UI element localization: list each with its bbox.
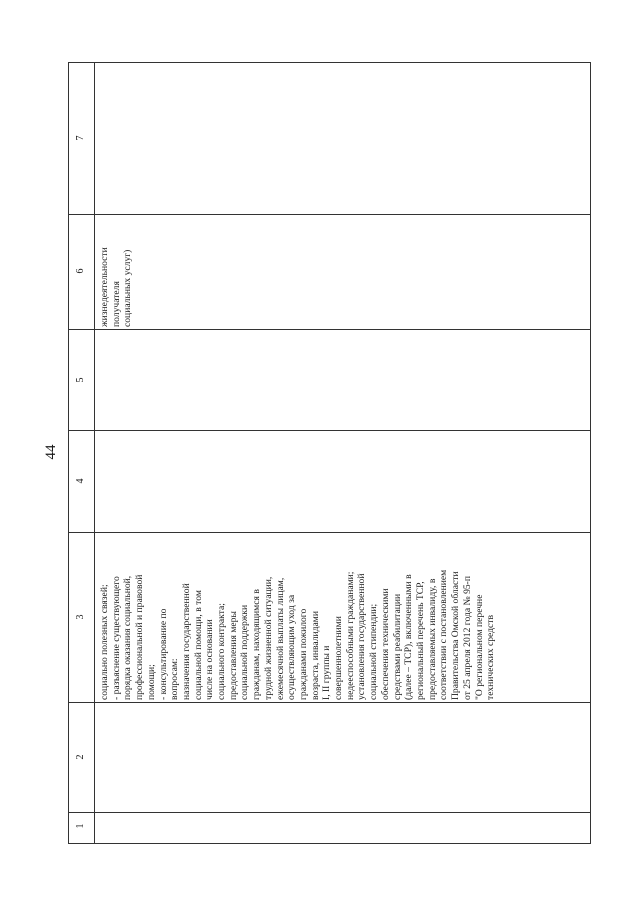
column-divider [68, 430, 591, 431]
text-line: региональный перечень ТСР, [414, 581, 426, 700]
column-header-5: 5 [75, 377, 86, 383]
text-line: предоставления меры [227, 611, 239, 700]
text-line: установления государственной [356, 573, 368, 700]
text-line: жизнедеятельности [99, 247, 110, 327]
text-line: обеспечения техническими [379, 588, 391, 700]
column-header-1: 1 [75, 823, 86, 829]
text-line: недееспособными гражданами; [344, 571, 356, 700]
table-frame [68, 62, 591, 844]
text-line: профессиональной и правовой [134, 574, 146, 700]
text-line: I, II группы и [321, 645, 333, 700]
text-line: социально полезных связей; [99, 584, 110, 700]
text-line: гражданами пожилого [297, 608, 309, 700]
column-6-text [99, 247, 134, 327]
column-3-text [99, 570, 497, 700]
text-line: гражданам, находящимся в [251, 589, 263, 700]
column-header-7: 7 [75, 135, 86, 141]
text-line: числе на основании [204, 619, 216, 700]
text-line: предоставляемых инвалиду, в [426, 578, 438, 700]
text-line: социального контракта; [216, 603, 228, 700]
text-line: трудной жизненной ситуации, [262, 576, 274, 700]
column-header-6: 6 [75, 268, 86, 274]
column-header-3: 3 [75, 614, 86, 620]
text-line: социальной поддержки [239, 604, 251, 700]
header-divider [94, 62, 95, 844]
column-header-4: 4 [75, 478, 86, 484]
column-divider [68, 214, 591, 215]
text-line: - разъяснение существующего [110, 576, 122, 700]
column-divider [68, 329, 591, 330]
column-divider [68, 812, 591, 813]
text-line: ежемесячной выплаты лицам, [274, 577, 286, 700]
text-line: совершеннолетними [333, 616, 345, 700]
text-line: социальной помощи, в том [192, 590, 204, 700]
text-line: возраста, инвалидами [309, 610, 321, 700]
text-line: вопросам: [169, 658, 181, 700]
text-line: получателя [110, 281, 122, 327]
page-number: 44 [43, 444, 59, 460]
text-line: - консультирование по [157, 608, 169, 700]
text-line: порядка оказания социальной, [122, 575, 134, 700]
text-line: помощи; [145, 664, 157, 700]
text-line: назначения государственной [180, 583, 192, 700]
text-line: социальной стипендии; [368, 603, 380, 700]
column-divider [68, 702, 591, 703]
text-line: осуществляющим уход за [286, 594, 298, 700]
column-header-2: 2 [75, 754, 86, 760]
text-line: соответствии с постановлением [438, 569, 450, 700]
text-line: (далее – ТСР), включенными в [403, 574, 415, 700]
text-line: социальных услуг) [122, 249, 134, 327]
text-line: технических средств [485, 614, 497, 700]
column-divider [68, 532, 591, 533]
text-line: Правительства Омской области [450, 571, 462, 700]
text-line: "О региональном перечне [473, 594, 485, 700]
text-line: от 25 апреля 2012 года № 95-п [461, 576, 473, 700]
text-line: средствами реабилитации [391, 593, 403, 700]
